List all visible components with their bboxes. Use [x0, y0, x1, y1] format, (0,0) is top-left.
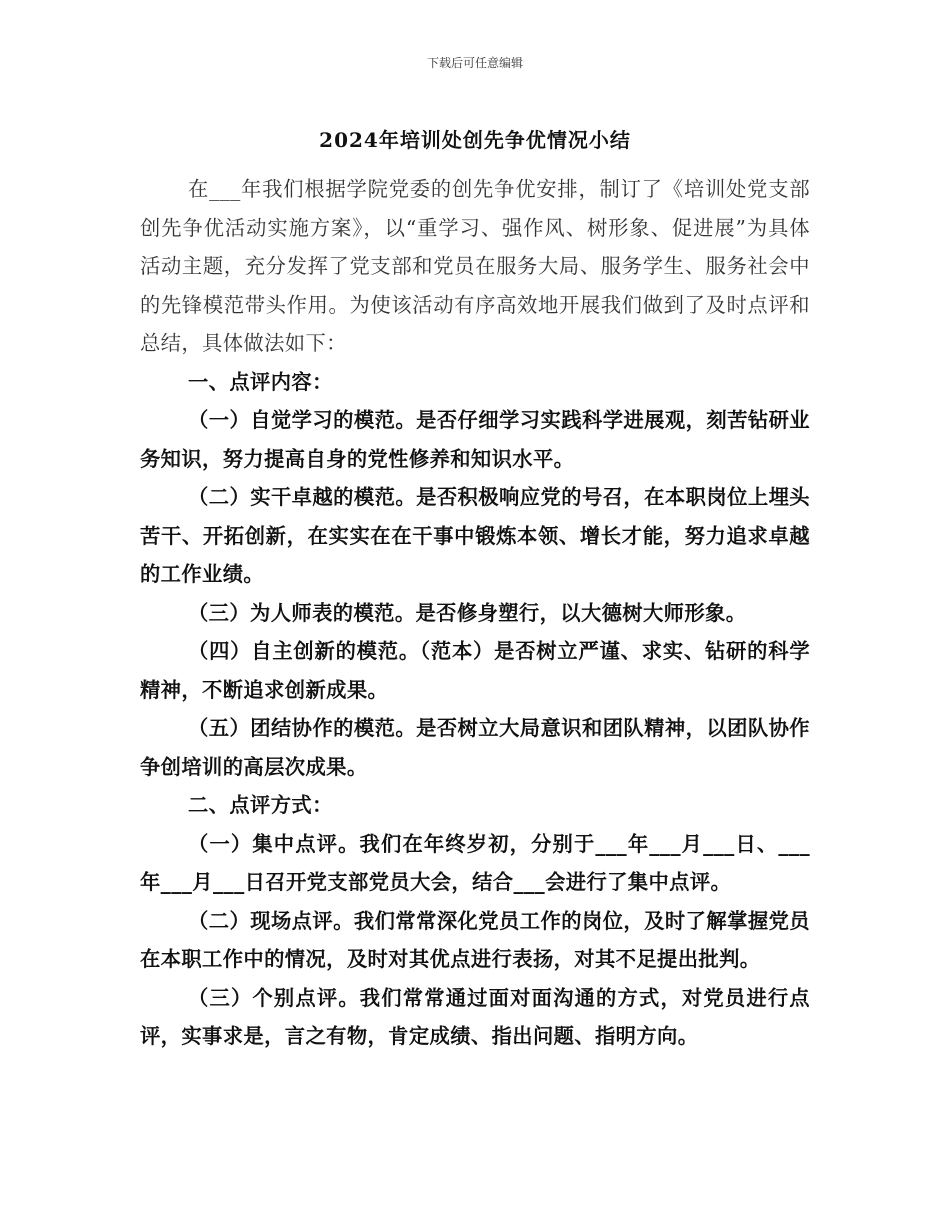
review-item-innovation-model: （四）自主创新的模范。（范本）是否树立严谨、求实、钻研的科学精神，不断追求创新成果。 — [140, 639, 810, 702]
intro-paragraph: 在___年我们根据学院党委的创先争优安排，制订了《培训处党支部创先争优活动实施方案》，以“重学习、强作风、树形象、促进展”为具体活动主题，充分发挥了党支部和党员在服务大局、服务学生、服务社会中的先锋模范带头作用。为使该活动有序高效地开展我们做到了及时点评和总结，具体做法如下： — [140, 177, 810, 355]
review-item-study-model: （一）自觉学习的模范。是否仔细学习实践科学进展观，刻苦钻研业务知识，努力提高自身的党性修养和知识水平。 — [140, 408, 810, 471]
document-title: 2024年培训处创先争优情况小结 — [319, 128, 631, 152]
section-heading-review-method: 二、点评方式： — [188, 793, 333, 817]
document-body — [140, 170, 810, 1056]
review-item-teacher-model: （三）为人师表的模范。是否修身塑行，以大德树大师形象。 — [188, 600, 747, 625]
review-item-teamwork-model: （五）团结协作的模范。是否树立大局意识和团队精神，以团队协作争创培训的高层次成果。 — [140, 716, 810, 779]
header-note: 下载后可任意编辑 — [426, 56, 523, 70]
section-heading-review-content: 一、点评内容： — [188, 369, 333, 394]
review-item-practical-model: （二）实干卓越的模范。是否积极响应党的号召，在本职岗位上埋头苦干、开拓创新，在实实在在干事中锻炼本领、增长才能，努力追求卓越的工作业绩。 — [140, 485, 810, 586]
method-item-centralized: （一）集中点评。我们在年终岁初，分别于___年___月___日、___年___月___日召开党支部党员大会，结合___会进行了集中点评。 — [140, 831, 810, 894]
method-item-individual: （三）个别点评。我们常常通过面对面沟通的方式，对党员进行点评，实事求是，言之有物，肯定成绩、指出问题、指明方向。 — [140, 985, 810, 1048]
method-item-onsite: （二）现场点评。我们常常深化党员工作的岗位，及时了解掌握党员在本职工作中的情况，及时对其优点进行表扬，对其不足提出批判。 — [140, 908, 810, 971]
